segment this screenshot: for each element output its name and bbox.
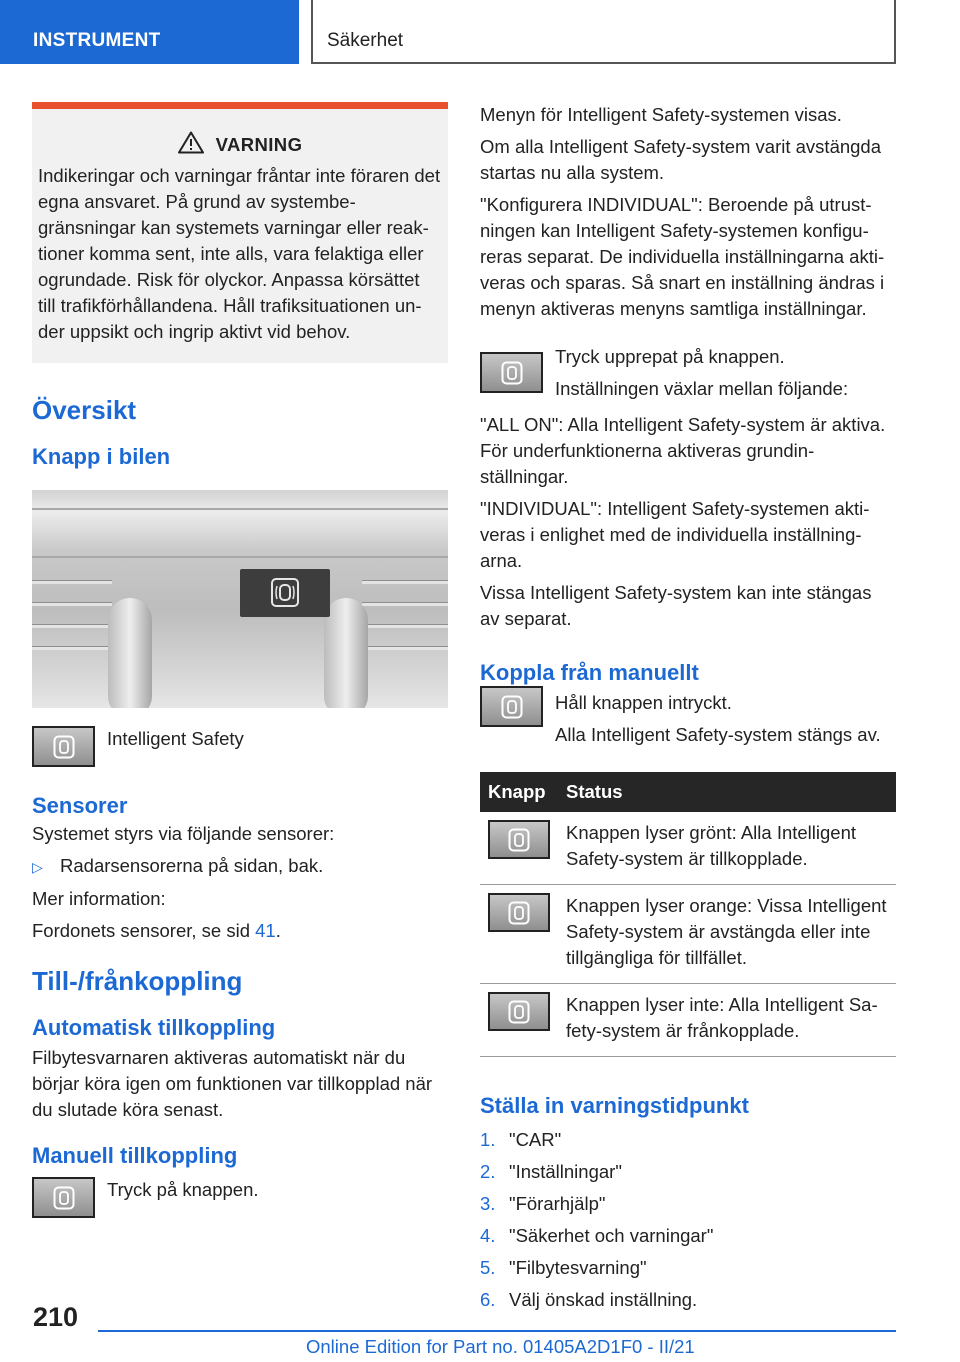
- list-item: [32, 853, 448, 880]
- footer-edition: Online Edition for Part no. 01405A2D1F0 - II/21: [306, 1336, 695, 1357]
- warning-title: VARNING: [215, 134, 303, 155]
- right-column: [480, 102, 896, 1319]
- warning-text: Indikeringar och varningar fråntar inte föraren det egna ansvaret. På grund av systembegränsningar kan systemets varningar eller reaktioner komma sent, inte alls, vara felaktiga eller ogrundade. Risk för olyckor. Anpassa körsättet till trafikförhållandena. Håll trafiksituationen under uppsikt och ingrip aktivt vid behov.: [38, 165, 441, 342]
- status-green-text: Knappen lyser grönt: Alla Intelligent Safety-system är tillkopplade.: [558, 812, 896, 885]
- more-info-label: Mer information:: [32, 888, 166, 909]
- heading-auto-on: Automatisk tillkoppling: [32, 1015, 276, 1040]
- all-started-text: Om alla Intelligent Safety-system varit avstängda startas nu alla system.: [480, 136, 882, 183]
- manual-off-row: [480, 690, 896, 754]
- sensors-intro: Systemet styrs via följande sensorer:: [32, 823, 335, 844]
- heading-warning-time: Ställa in varningstidpunkt: [480, 1093, 749, 1118]
- button-caption: Intelligent Safety: [107, 728, 244, 749]
- list-item-text: Radarsensorerna på sidan, bak.: [60, 855, 324, 876]
- button-green-icon: [488, 820, 550, 859]
- table-row: [480, 812, 896, 885]
- page-number: 210: [33, 1302, 79, 1332]
- status-table: [480, 772, 896, 1057]
- repeat-press-text: Tryck upprepat på knappen.: [555, 346, 785, 367]
- section-tab: INSTRUMENT: [0, 0, 299, 64]
- list-item: 6. Välj önskad inställning.: [480, 1289, 698, 1310]
- triangle-bullet-icon: ▷: [32, 859, 43, 875]
- heading-manual-off: Koppla från manuellt: [480, 660, 699, 685]
- status-off-text: Knappen lyser inte: Alla Intelligent Safety-system är frånkopplade.: [558, 984, 896, 1057]
- warning-box: [32, 102, 448, 363]
- car-button-photo: [32, 490, 448, 708]
- table-header-row: [480, 772, 896, 812]
- button-off-icon: [488, 992, 550, 1031]
- repeat-press-row: [480, 344, 896, 408]
- chapter-title: Säkerhet: [311, 0, 896, 64]
- button-caption-row: [32, 726, 448, 767]
- table-row: [480, 984, 896, 1057]
- intelligent-safety-button-icon: [480, 686, 543, 727]
- toggles-between-text: Inställningen växlar mellan följande:: [555, 378, 849, 399]
- heading-overview: Översikt: [32, 395, 137, 425]
- table-header-status: Status: [558, 772, 896, 812]
- warning-time-steps: [480, 1127, 896, 1313]
- individual-text: "INDIVIDUAL": Intelligent Safety-systemen aktiveras i enlighet med de individuella inställningarna.: [480, 498, 870, 571]
- list-item: 2. "Inställningar": [480, 1161, 622, 1182]
- safety-button-icon: [240, 569, 330, 617]
- warning-header: [38, 131, 442, 159]
- heading-button-in-car: Knapp i bilen: [32, 444, 171, 469]
- sensor-reference: Fordonets sensorer, se sid 41.: [32, 920, 281, 941]
- list-item: 1. "CAR": [480, 1129, 562, 1150]
- status-orange-text: Knappen lyser orange: Vissa Intelligent Safety-system är avstängda eller inte tillgängliga för tillfället.: [558, 885, 896, 984]
- page-link-41[interactable]: 41: [255, 920, 276, 941]
- left-column: [32, 102, 448, 1230]
- heading-sensors: Sensorer: [32, 793, 128, 818]
- configure-individual-text: "Konfigurera INDIVIDUAL": Beroende på utrustningen kan Intelligent Safety-systemen konfigureras separat. De individuella inställningarna aktiveras och sparas. Så snart en inställning ändras i menyn aktiveras menyns samtliga inställningar.: [480, 194, 885, 319]
- menu-shown-text: Menyn för Intelligent Safety-systemen visas.: [480, 104, 842, 125]
- table-header-button: Knapp: [480, 772, 558, 812]
- footer-divider: [98, 1330, 896, 1332]
- manual-on-text: Tryck på knappen.: [107, 1179, 259, 1200]
- photo-safety-button: [240, 569, 330, 617]
- intelligent-safety-button-icon: [480, 352, 543, 393]
- warning-triangle-icon: [178, 131, 204, 159]
- manual-on-row: [32, 1177, 448, 1218]
- heading-manual-on: Manuell tillkoppling: [32, 1143, 238, 1168]
- hold-button-text: Håll knappen intryckt.: [555, 692, 732, 713]
- heading-toggle: Till-/frånkoppling: [32, 966, 243, 996]
- list-item: 4. "Säkerhet och varningar": [480, 1225, 714, 1246]
- all-on-text: "ALL ON": Alla Intelligent Safety-system är aktiva. För underfunktionerna aktiveras grundinställningar.: [480, 414, 886, 487]
- table-row: [480, 885, 896, 984]
- some-cannot-text: Vissa Intelligent Safety-system kan inte stängas av separat.: [480, 582, 872, 629]
- intelligent-safety-button-icon: [32, 726, 95, 767]
- button-orange-icon: [488, 893, 550, 932]
- auto-on-text: Filbytesvarnaren aktiveras automatiskt när du börjar köra igen om funktionen var tillkopplad när du slutade köra senast.: [32, 1047, 433, 1120]
- list-item: 5. "Filbytesvarning": [480, 1257, 647, 1278]
- list-item: 3. "Förarhjälp": [480, 1193, 606, 1214]
- all-off-text: Alla Intelligent Safety-system stängs av.: [555, 724, 881, 745]
- intelligent-safety-button-icon: [32, 1177, 95, 1218]
